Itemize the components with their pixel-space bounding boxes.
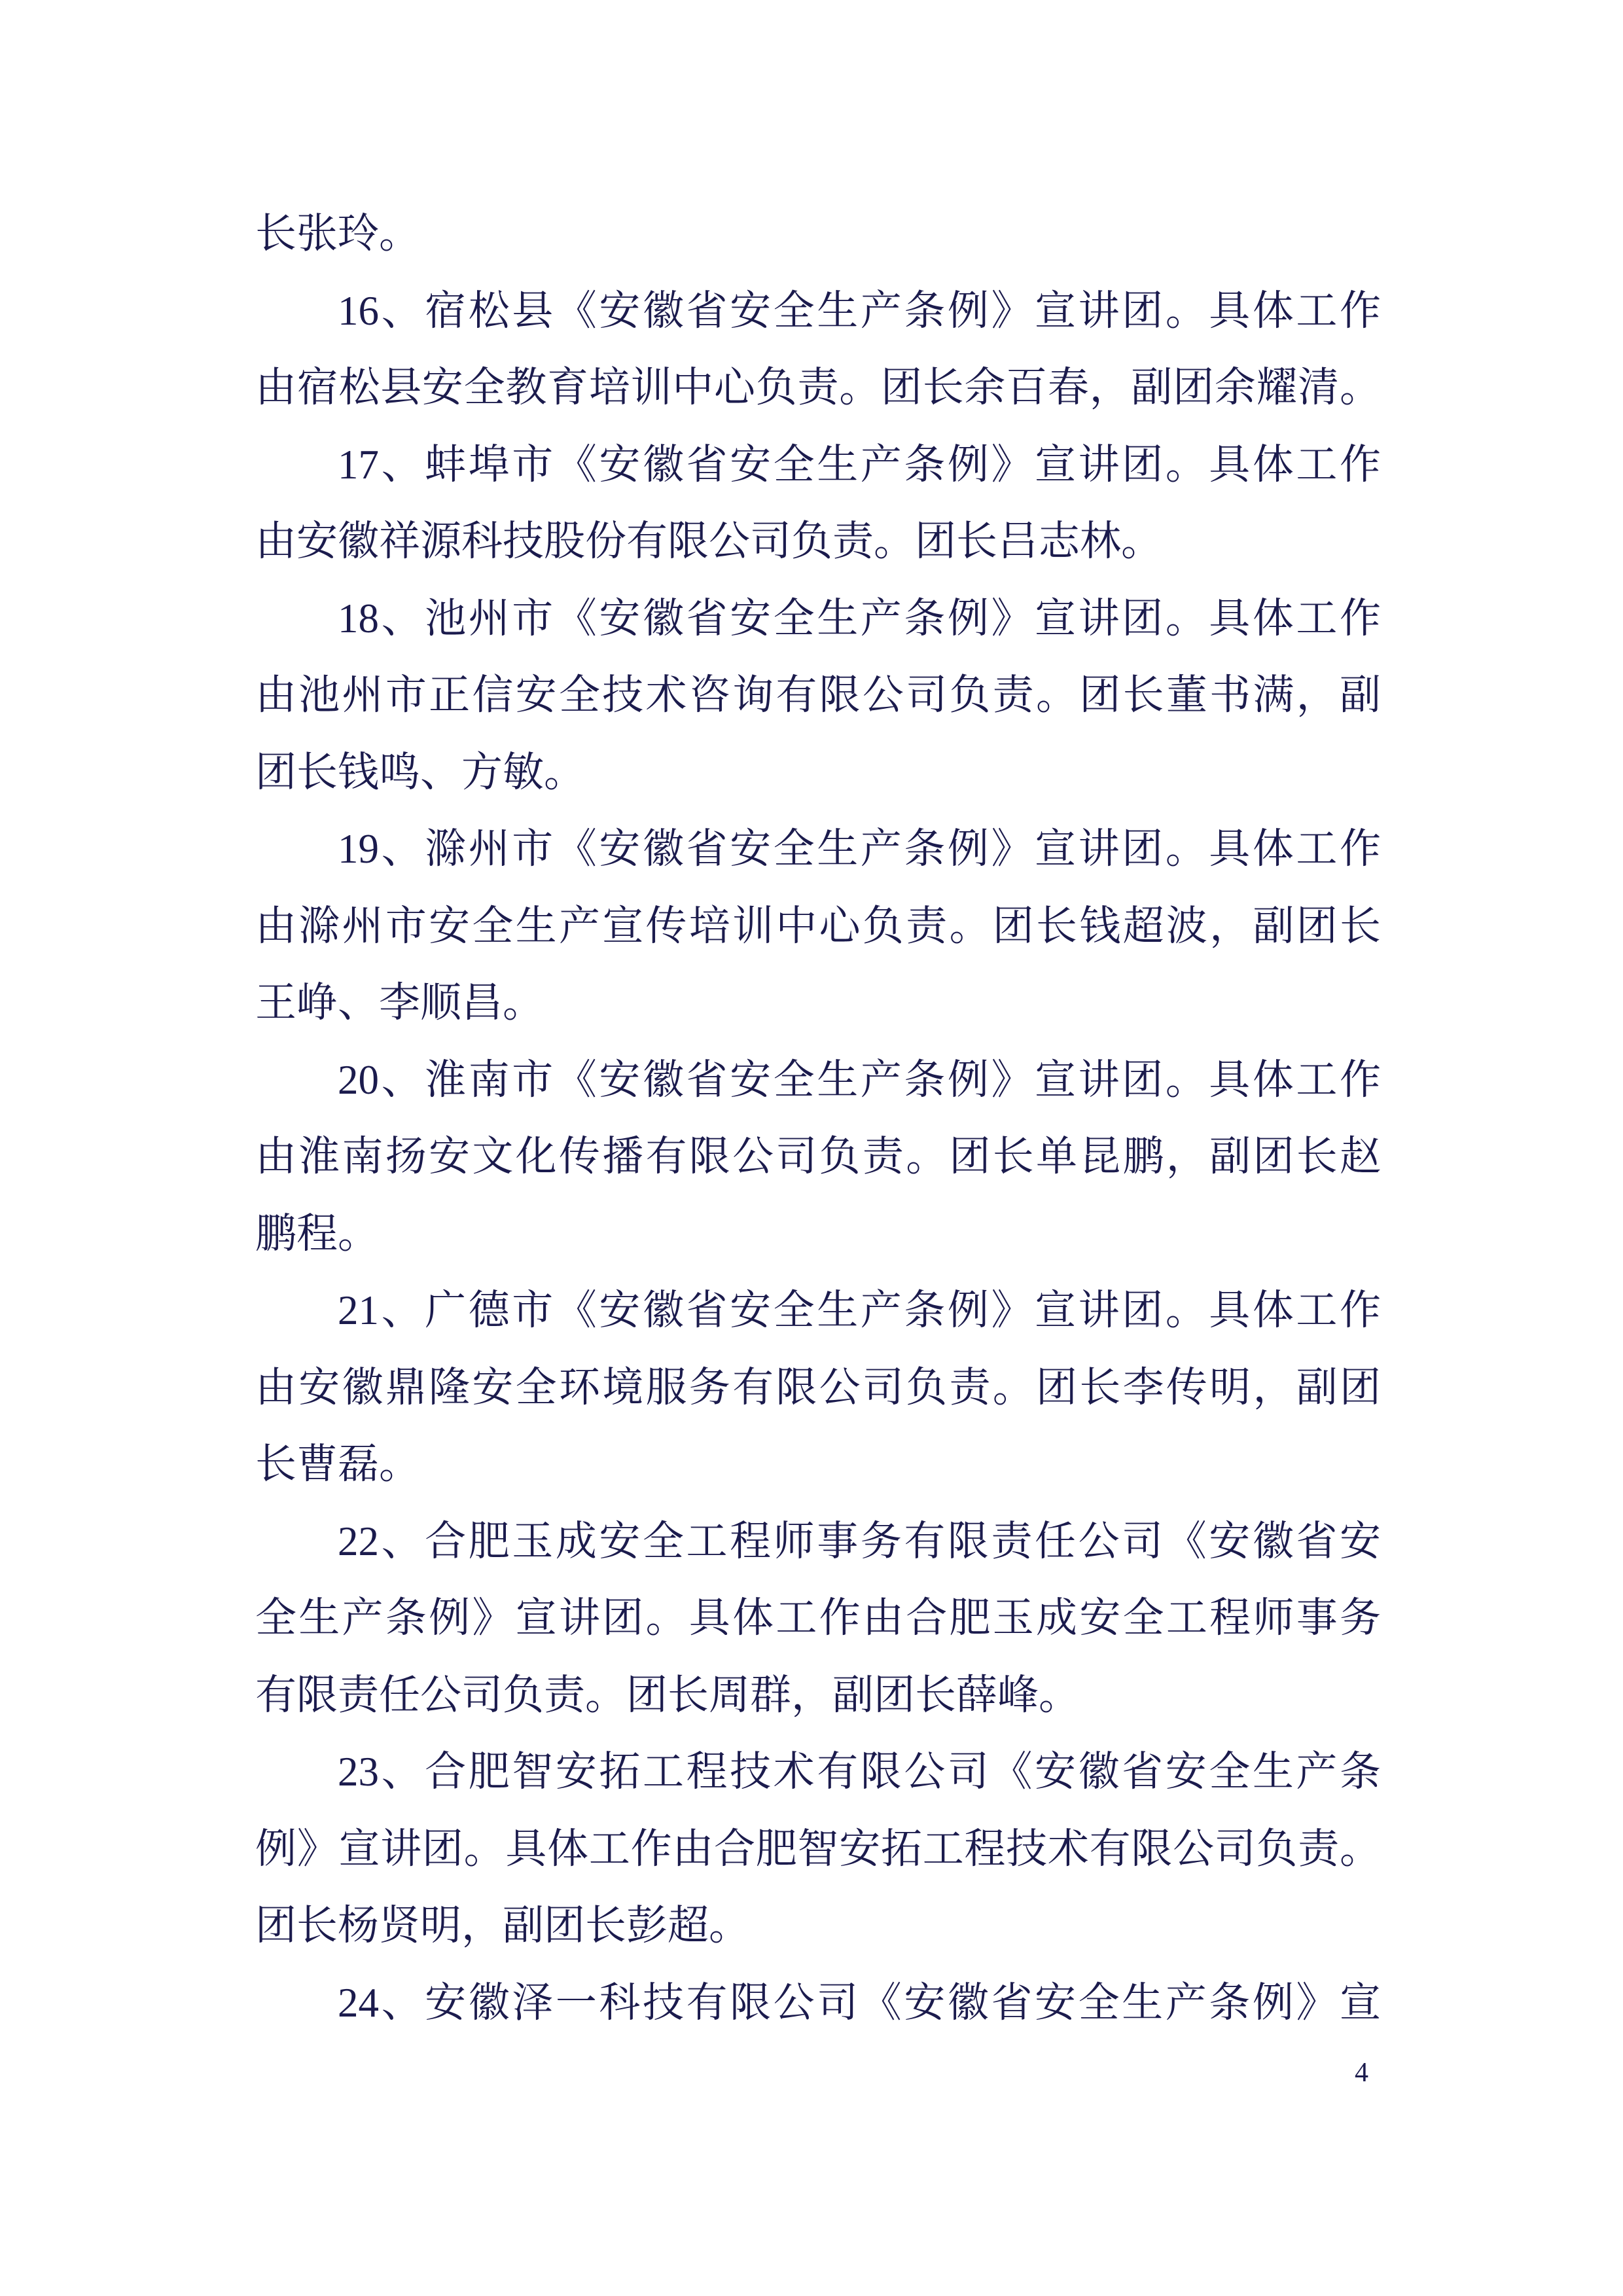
text-line: 22、合肥玉成安全工程师事务有限责任公司《安徽省安 bbox=[338, 1518, 1381, 1564]
text-line: 23、合肥智安拓工程技术有限公司《安徽省安全生产条 bbox=[338, 1749, 1381, 1795]
text-line: 20、淮南市《安徽省安全生产条例》宣讲团。具体工作 bbox=[338, 1056, 1381, 1103]
document-body bbox=[255, 196, 1381, 2041]
text-line: 24、安徽泽一科技有限公司《安徽省安全生产条例》宣 bbox=[338, 1979, 1381, 2026]
text-line: 例》宣讲团。具体工作由合肥智安拓工程技术有限公司负责。 bbox=[255, 1825, 1381, 1872]
text-line: 由淮南扬安文化传播有限公司负责。团长单昆鹏，副团长赵 bbox=[255, 1134, 1381, 1179]
text-line: 全生产条例》宣讲团。具体工作由合肥玉成安全工程师事务 bbox=[255, 1595, 1381, 1641]
text-line: 由池州市正信安全技术咨询有限公司负责。团长董书满，副 bbox=[255, 672, 1381, 718]
text-line: 长曹磊。 bbox=[255, 1441, 420, 1487]
text-line: 有限责任公司负责。团长周群，副团长薛峰。 bbox=[255, 1672, 1080, 1718]
text-line: 鹏程。 bbox=[255, 1210, 379, 1257]
text-line: 长张玲。 bbox=[255, 211, 420, 257]
text-line: 16、宿松县《安徽省安全生产条例》宣讲团。具体工作 bbox=[338, 287, 1381, 334]
text-line: 19、滁州市《安徽省安全生产条例》宣讲团。具体工作 bbox=[338, 826, 1381, 872]
text-line: 18、池州市《安徽省安全生产条例》宣讲团。具体工作 bbox=[338, 595, 1381, 641]
text-line: 由安徽祥源科技股份有限公司负责。团长吕志林。 bbox=[255, 518, 1162, 564]
text-line: 21、广德市《安徽省安全生产条例》宣讲团。具体工作 bbox=[338, 1287, 1381, 1333]
text-line: 17、蚌埠市《安徽省安全生产条例》宣讲团。具体工作 bbox=[338, 441, 1381, 488]
text-line: 由滁州市安全生产宣传培训中心负责。团长钱超波，副团长 bbox=[255, 903, 1381, 949]
text-line: 王峥、李顺昌。 bbox=[255, 980, 544, 1026]
page-number: 4 bbox=[1355, 2058, 1368, 2088]
text-line: 由宿松县安全教育培训中心负责。团长余百春，副团余耀清。 bbox=[255, 365, 1381, 410]
text-line: 由安徽鼎隆安全环境服务有限公司负责。团长李传明，副团 bbox=[255, 1364, 1381, 1410]
text-line: 团长杨贤明，副团长彭超。 bbox=[255, 1903, 750, 1948]
text-line: 团长钱鸣、方敏。 bbox=[255, 749, 585, 795]
